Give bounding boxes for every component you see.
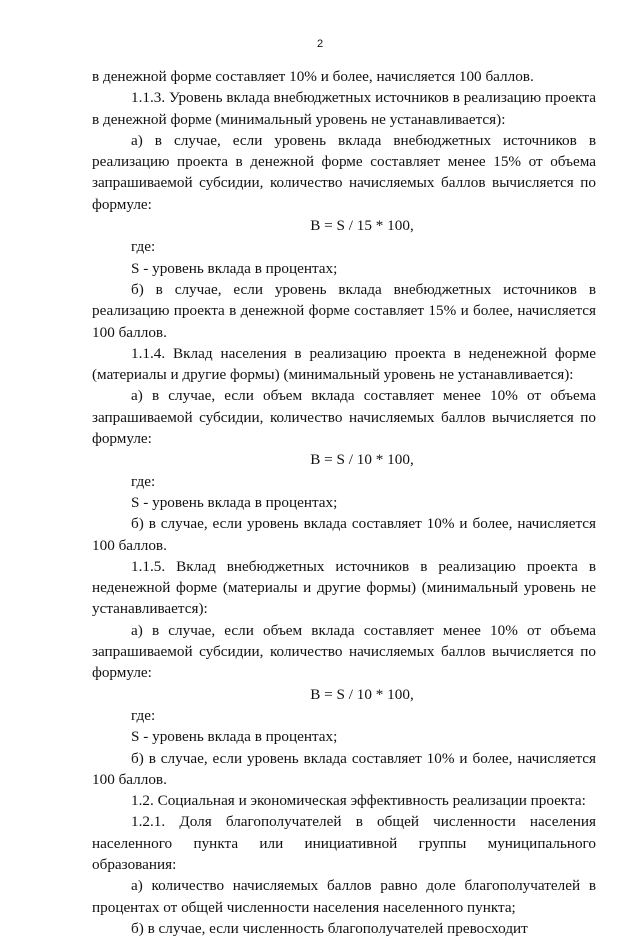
- formula: B = S / 10 * 100,: [310, 451, 414, 469]
- paragraph: 1.2. Социальная и экономическая эффективность реализации проекта:: [131, 792, 586, 810]
- paragraph: б) в случае, если уровень вклада составляет 10% и более, начисляется 100 баллов.: [92, 515, 596, 554]
- paragraph: а) в случае, если объем вклада составляет менее 10% от объема запрашиваемой субсидии, количество начисляемых баллов вычисляется по формуле:: [92, 387, 596, 448]
- paragraph: 1.1.3. Уровень вклада внебюджетных источников в реализацию проекта в денежной форме (минимальный уровень не устанавливается):: [92, 89, 596, 128]
- paragraph: S - уровень вклада в процентах;: [131, 493, 338, 511]
- paragraph: а) количество начисляемых баллов равно доле благополучателей в процентах от общей численности населения населенного пункта;: [92, 877, 596, 916]
- document-body: [92, 66, 596, 939]
- paragraph: б) в случае, если численность благополучателей превосходит: [131, 919, 528, 937]
- paragraph: где:: [131, 238, 156, 256]
- page-number: 2: [316, 38, 324, 50]
- paragraph: где:: [131, 706, 156, 724]
- paragraph: в денежной форме составляет 10% и более, начисляется 100 баллов.: [92, 68, 534, 85]
- paragraph: S - уровень вклада в процентах;: [131, 259, 338, 277]
- paragraph: а) в случае, если уровень вклада внебюджетных источников в реализацию проекта в денежной форме составляет менее 15% от объема запрашиваемой субсидии, количество начисляемых баллов вычисляется по формуле:: [92, 131, 596, 213]
- paragraph: а) в случае, если объем вклада составляет менее 10% от объема запрашиваемой субсидии, количество начисляемых баллов вычисляется по формуле:: [92, 621, 596, 682]
- paragraph: S - уровень вклада в процентах;: [131, 728, 338, 746]
- paragraph: 1.1.4. Вклад населения в реализацию проекта в неденежной форме (материалы и другие формы) (минимальный уровень не устанавливается):: [92, 344, 596, 384]
- formula: B = S / 15 * 100,: [310, 217, 414, 235]
- paragraph: б) в случае, если уровень вклада внебюджетных источников в реализацию проекта в денежной форме составляет 15% и более, начисляется 100 баллов.: [92, 280, 596, 341]
- paragraph: 1.1.5. Вклад внебюджетных источников в реализацию проекта в неденежной форме (материалы и другие формы) (минимальный уровень не устанавливается):: [92, 557, 596, 618]
- paragraph: где:: [131, 472, 156, 490]
- paragraph: 1.2.1. Доля благополучателей в общей численности населения населенного пункта или инициативной группы муниципального образования:: [92, 813, 596, 873]
- paragraph: б) в случае, если уровень вклада составляет 10% и более, начисляется 100 баллов.: [92, 749, 596, 788]
- formula: B = S / 10 * 100,: [310, 685, 414, 703]
